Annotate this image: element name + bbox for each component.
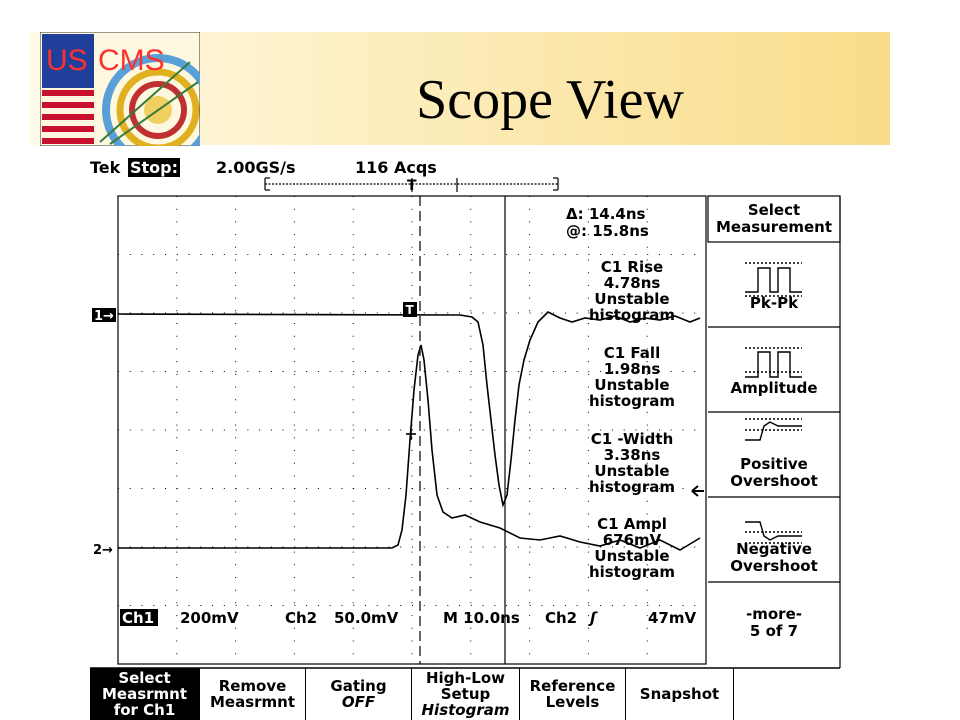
amplitude-icon	[745, 348, 802, 377]
acquisition-count: 116 Acqs	[355, 158, 437, 177]
measurement-rise: C1 Rise 4.78ns Unstable histogram	[588, 258, 676, 324]
cursor-at-readout: @: 15.8ns	[566, 222, 649, 240]
acq-state-badge: Stop:	[130, 158, 179, 177]
cursor-delta-readout: Δ: 14.4ns	[566, 205, 646, 223]
measurement-amplitude: C1 Ampl 676mV Unstable histogram	[588, 515, 676, 581]
positive-overshoot-icon	[745, 419, 802, 440]
trigger-level: 47mV	[648, 609, 697, 627]
ch2-marker: 2→	[93, 543, 113, 558]
trigger-marker: T	[405, 303, 414, 317]
logo-cms-text: CMS	[98, 44, 165, 77]
side-menu-frame	[708, 196, 840, 668]
bottom-snapshot-button[interactable]: Snapshot	[626, 668, 734, 720]
menu-negative-overshoot-button[interactable]: Negative Overshoot	[730, 540, 818, 575]
bottom-select-measurement-button[interactable]: Select Measrmnt for Ch1	[90, 668, 200, 720]
trigger-source: Ch2	[545, 609, 578, 627]
menu-positive-overshoot-button[interactable]: Positive Overshoot	[730, 455, 818, 490]
menu-more-button[interactable]: -more- 5 of 7	[746, 605, 802, 640]
measurement-neg-width: C1 -Width 3.38ns Unstable histogram	[588, 430, 676, 496]
measurement-fall: C1 Fall 1.98ns Unstable histogram	[588, 344, 676, 410]
side-menu-header: Select Measurement	[715, 201, 833, 236]
pk-pk-icon	[745, 263, 802, 296]
logo-us-text: US	[46, 44, 88, 77]
menu-amplitude-button[interactable]: Amplitude	[730, 379, 818, 397]
sample-rate: 2.00GS/s	[216, 158, 296, 177]
timebase: M 10.0ns	[443, 609, 520, 627]
ch1-label: Ch1	[122, 609, 155, 627]
bottom-gating-button[interactable]: Gating OFF	[306, 668, 412, 720]
record-trigger-mark: T	[407, 178, 417, 194]
bottom-remove-measurement-button[interactable]: Remove Measrmnt	[200, 668, 306, 720]
trigger-slope-icon: ʃ	[590, 609, 597, 627]
ch2-scale: 50.0mV	[334, 609, 399, 627]
bottom-empty-slot	[734, 668, 840, 720]
selected-measurement-arrow	[692, 486, 704, 496]
page-title: Scope View	[416, 69, 684, 131]
scope-brand: Tek	[90, 158, 121, 177]
bottom-reference-levels-button[interactable]: Reference Levels	[520, 668, 626, 720]
bottom-high-low-setup-button[interactable]: High-Low Setup Histogram	[412, 668, 520, 720]
ch2-label: Ch2	[285, 609, 318, 627]
ch1-marker: 1→	[94, 309, 114, 324]
menu-pk-pk-button[interactable]: Pk-Pk	[749, 294, 799, 312]
ch1-scale: 200mV	[180, 609, 239, 627]
